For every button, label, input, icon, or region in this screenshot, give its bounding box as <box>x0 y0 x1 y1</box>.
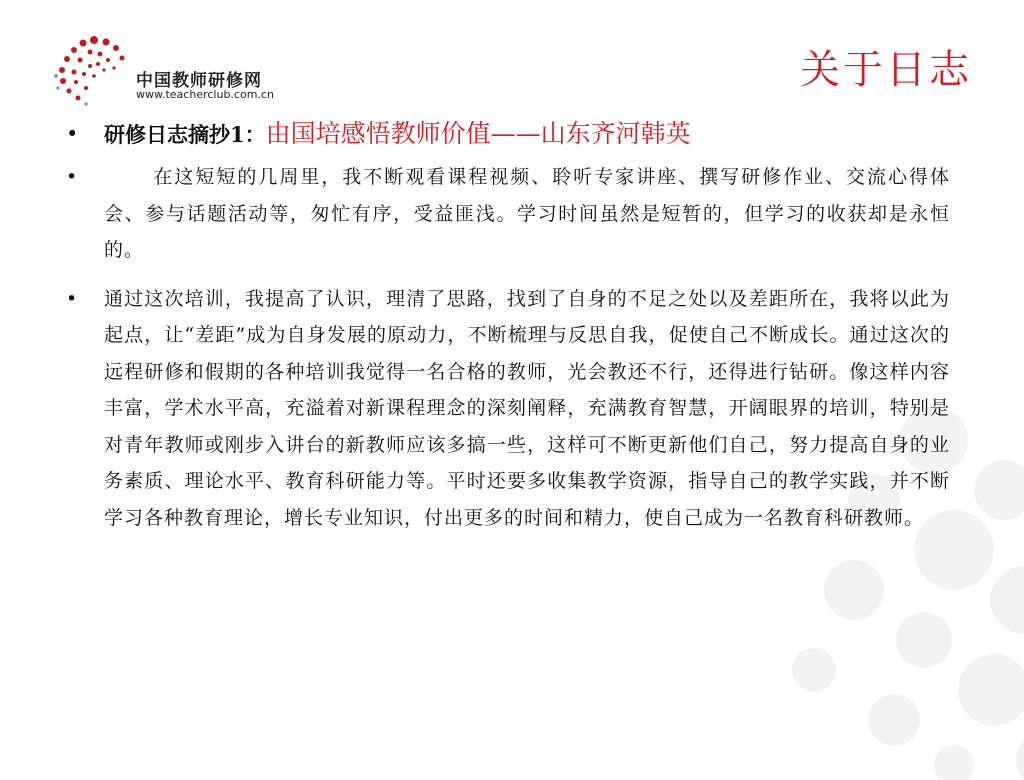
bullet-dot: • <box>66 122 79 146</box>
bullet-item-2 <box>66 159 950 269</box>
slide-title: 关于日志 <box>800 47 972 93</box>
logo-dots-icon <box>50 30 140 110</box>
bullet-dot: • <box>66 287 79 310</box>
journal-excerpt-headline: 由国培感悟教师价值——山东齐河韩英 <box>265 119 691 148</box>
paragraph-text: 通过这次培训，我提高了认识，理清了思路，找到了自身的不足之处以及差距所在，我将以此为起点，让“差距”成为自身发展的原动力，不断梳理与反思自我，促使自己不断成长。通过这次的远程研修和假期的各种培训我觉得一名合格的教师，光会教还不行，还得进行钻研。像这样内容丰富，学术水平高，充溢着对新课程理念的深刻阐释，充满教育智慧，开阔眼界的培训，特别是对青年教师或刚步入讲台的新教师应该多搞一些，这样可不断更新他们自己，努力提高自身的业务素质、理论水平、教育科研能力等。平时还要多收集教学资源，指导自己的教学实践，并不断学习各种教育理论，增长专业知识，付出更多的时间和精力，使自己成为一名教育科研教师。 <box>104 287 950 529</box>
bullet-dot: • <box>66 166 79 188</box>
site-logo[interactable] <box>50 30 310 110</box>
slide-content <box>66 112 950 536</box>
bullet-item-1 <box>66 112 950 157</box>
logo-url[interactable]: www.teacherclub.com.cn <box>136 88 274 101</box>
bullet-item-3 <box>66 281 950 537</box>
journal-excerpt-label: 研修日志摘抄1： <box>104 122 266 147</box>
logo-name: 中国教师研修网 <box>136 71 262 91</box>
paragraph-text: 在这短短的几周里，我不断观看课程视频、聆听专家讲座、撰写研修作业、交流心得体会、参与话题活动等，匆忙有序，受益匪浅。学习时间虽然是短暂的，但学习的收获却是永恒的。 <box>104 166 950 261</box>
